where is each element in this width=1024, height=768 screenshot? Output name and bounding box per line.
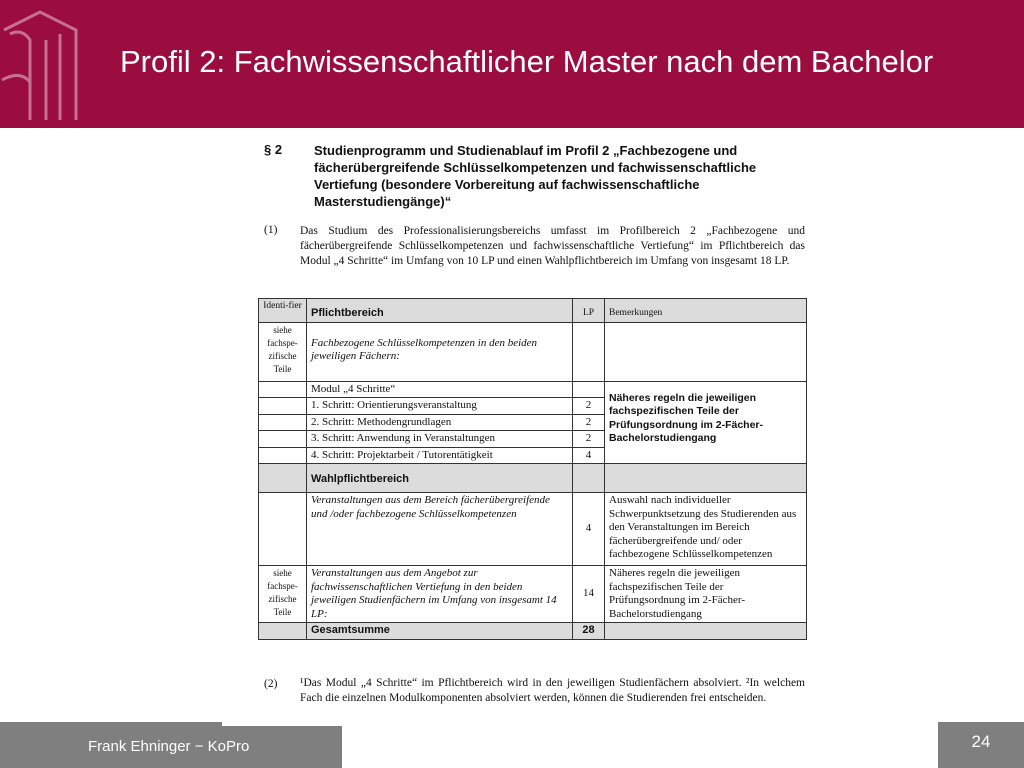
step-4-lp: 4 [573, 447, 605, 464]
empty-id-cell [259, 414, 307, 431]
paragraph-2-number: (2) [264, 678, 278, 690]
module-cell: Modul „4 Schritte“ [307, 381, 573, 398]
siehe-cell: siehe fachspe-zifische Teile [259, 322, 307, 381]
empty-lp-cell [573, 322, 605, 381]
total-label: Gesamtsumme [307, 623, 573, 640]
step-4-cell: 4. Schritt: Projektarbeit / Tutorentätigkeit [307, 447, 573, 464]
header-remarks: Bemerkungen [605, 299, 807, 323]
step-3-lp: 2 [573, 431, 605, 448]
page-number: 24 [971, 732, 991, 751]
empty-remark-cell [605, 464, 807, 493]
empty-id-cell [259, 398, 307, 415]
empty-lp-cell [573, 464, 605, 493]
step-1-cell: 1. Schritt: Orientierungsveranstaltung [307, 398, 573, 415]
table-row [259, 381, 807, 398]
steps-remark-cell: Näheres regeln die jeweiligen fachspezifischen Teile der Prüfungsordnung im 2-Fächer- Bachelorstudiengang [605, 381, 807, 464]
empty-remark-cell [605, 623, 807, 640]
document-scan [258, 136, 808, 722]
section-number: § 2 [264, 142, 283, 157]
header-pflichtbereich: Pflichtbereich [307, 299, 573, 323]
empty-id-cell [259, 464, 307, 493]
empty-id-cell [259, 381, 307, 398]
empty-id-cell [259, 447, 307, 464]
wahl-row-1-remark: Auswahl nach individueller Schwerpunktsetzung des Studierenden aus den Veranstaltungen im Bereich fächerübergreifende und/ oder fachbezogene Schlüsselkompetenzen [605, 493, 807, 566]
slide-title: Profil 2: Fachwissenschaftlicher Master nach dem Bachelor [120, 44, 934, 79]
siehe-cell-2: siehe fachspe-zifische Teile [259, 566, 307, 623]
step-2-lp: 2 [573, 414, 605, 431]
paragraph-1-number: (1) [264, 224, 278, 236]
wahl-header-row [259, 464, 807, 493]
empty-lp-cell [573, 381, 605, 398]
table-header-row [259, 299, 807, 323]
wahlpflicht-header: Wahlpflichtbereich [307, 464, 573, 493]
wahl-row-1-lp: 4 [573, 493, 605, 566]
fachbezogene-cell: Fachbezogene Schlüsselkompetenzen in den beiden jeweiligen Fächern: [307, 322, 573, 381]
title-bar [0, 0, 1024, 128]
footer-author: Frank Ehninger − KoPro [88, 738, 250, 755]
empty-id-cell [259, 493, 307, 566]
header-lp: LP [573, 299, 605, 323]
table-row [259, 322, 807, 381]
table-row [259, 493, 807, 566]
empty-id-cell [259, 623, 307, 640]
footer-divider [222, 722, 342, 726]
empty-id-cell [259, 431, 307, 448]
wahl-row-1-text: Veranstaltungen aus dem Bereich fächerübergreifende und /oder fachbezogene Schlüsselkompetenzen [307, 493, 573, 566]
table-row [259, 566, 807, 623]
total-lp: 28 [573, 623, 605, 640]
study-program-table [258, 298, 807, 640]
wahl-row-2-remark: Näheres regeln die jeweiligen fachspezifischen Teile der Prüfungsordnung im 2-Fächer- Bachelorstudiengang [605, 566, 807, 623]
total-row [259, 623, 807, 640]
header-identifier: Identi-fier [259, 299, 307, 323]
empty-remark-cell [605, 322, 807, 381]
step-3-cell: 3. Schritt: Anwendung in Veranstaltungen [307, 431, 573, 448]
step-2-cell: 2. Schritt: Methodengrundlagen [307, 414, 573, 431]
wahl-row-2-lp: 14 [573, 566, 605, 623]
wahl-row-2-text: Veranstaltungen aus dem Angebot zur fachwissenschaftlichen Vertiefung in den beiden jeweiligen Studienfächern im Umfang von insgesamt 14 LP: [307, 566, 573, 623]
section-heading: Studienprogramm und Studienablauf im Profil 2 „Fachbezogene und fächerübergreifende Schlüsselkompetenzen und fachwissenschaftliche Vertiefung (besondere Vorbereitung auf fachwissenschaftliche Masterstudiengänge)“ [314, 143, 757, 209]
paragraph-2-text: ¹Das Modul „4 Schritte“ im Pflichtbereich wird in den jeweiligen Studienfächern absolviert. ²In welchem Fach die einzelnen Modulkomponenten absolviert werden, können die Studierenden frei entscheiden. [300, 677, 805, 704]
step-1-lp: 2 [573, 398, 605, 415]
university-logo-icon [0, 0, 100, 128]
paragraph-1-text: Das Studium des Professionalisierungsbereichs umfasst im Profilbereich 2 „Fachbezogene und fächerübergreifende Schlüsselkompetenzen und fachwissenschaftliche Vertiefung“ im Pflichtbereich das Modul „4 Schritte“ im Umfang von 10 LP und einen Wahlpflichtbereich im Umfang von insgesamt 18 LP. [300, 225, 805, 267]
